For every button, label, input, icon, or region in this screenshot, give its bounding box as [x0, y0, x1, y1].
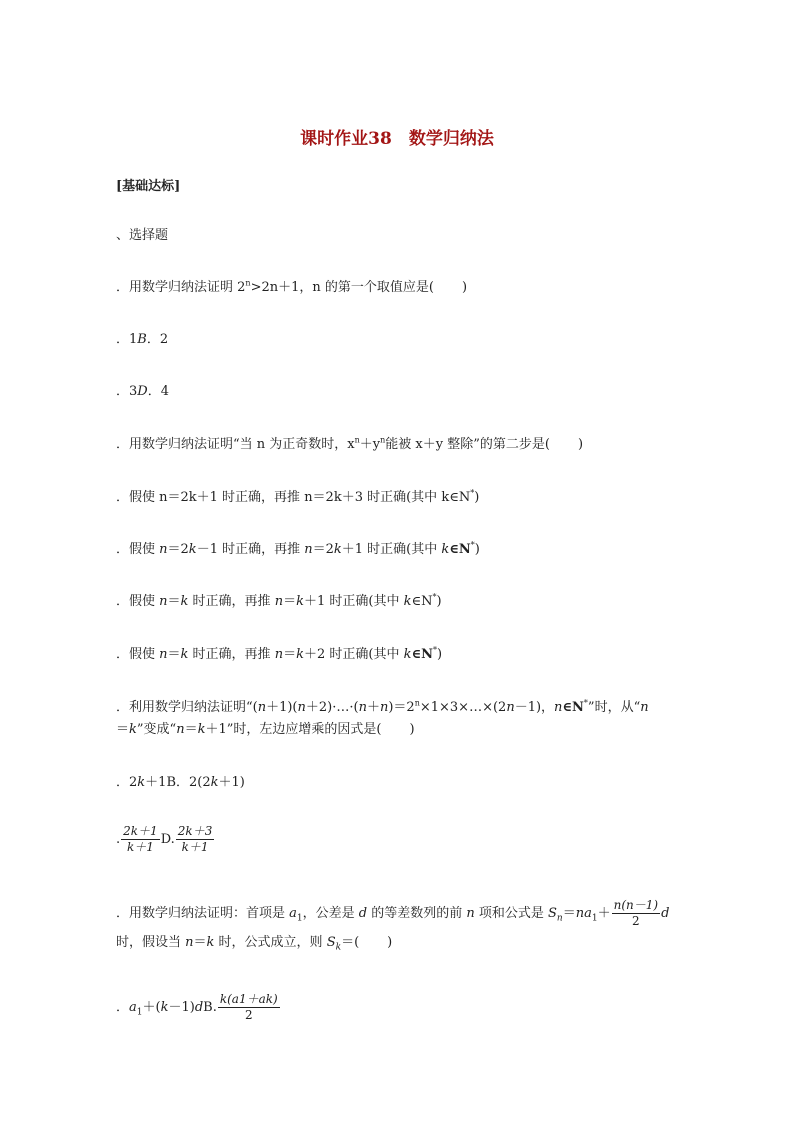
question-2-option-b: ．假使 n＝2k－1 时正确，再推 n＝2k＋1 时正确(其中 k∈N*) — [116, 540, 480, 557]
section-heading: [基础达标] — [116, 179, 181, 194]
question-4-line-1: ．用数学归纳法证明：首项是 $a_1$，公差是 d 的等差数列的前 n 项和公式是 $S_n=na_1+$ $\frac{n(n-1)}{2}$ d — [116, 898, 670, 928]
question-2-option-d: ．假使 n＝k 时正确，再推 n＝k＋2 时正确(其中 k∈N*) — [116, 645, 443, 662]
sum-formula-fraction: $\frac{n(n-1)}{2}$ — [613, 898, 659, 928]
question-1-options-ab: ．1B．2 — [116, 332, 169, 347]
page-title: 课时作业38 数学归纳法 — [300, 129, 494, 149]
option-c-fraction: $\frac{2k+1}{k+1}$ — [123, 824, 158, 854]
question-3-line-1: ．利用数学归纳法证明“$(n+1)(n+2)\cdot\dots\cdot(n+n)=2^n\times 1\times 3\times\dots\times(2n-1)$，n∈N*”时，从“n — [116, 698, 649, 715]
question-2: ．用数学归纳法证明“当 n 为正奇数时，$x^n+y^n$能被 x＋y 整除”的第二步是( ) — [116, 435, 584, 452]
question-2-option-a: ．假使 n＝2k＋1 时正确，再推 n＝2k＋3 时正确(其中 k∈N*) — [116, 488, 480, 505]
question-4-line-2: 时，假设当 n＝k 时，公式成立，则 $S_k=$( ) — [116, 935, 393, 953]
option-d-fraction: $\frac{2k+3}{k+1}$ — [177, 824, 213, 854]
part-heading: 、选择题 — [116, 228, 169, 243]
question-1: ．用数学归纳法证明 $2^n>2n+1$，n 的第一个取值应是( ) — [116, 278, 468, 295]
question-3-options-ab: ．2k＋1B．2(2k＋1) — [116, 775, 245, 790]
question-3-line-2: ＝k”变成“n＝k＋1”时，左边应增乘的因式是( ) — [116, 722, 415, 737]
question-1-options-cd: ．3D．4 — [116, 384, 169, 399]
option-b-fraction: $\frac{k(a1+ak)}{2}$ — [219, 992, 278, 1022]
question-4-options-ab: ．$a_1+(k-1)dB$. $\frac{k(a1+ak)}{2}$ — [116, 992, 278, 1022]
question-3-options-cd: . $\frac{2k+1}{k+1}$ D. $\frac{2k+3}{k+1}$ — [116, 824, 213, 854]
question-2-option-c: ．假使 n＝k 时正确，再推 n＝k＋1 时正确(其中 k∈N*) — [116, 592, 442, 609]
